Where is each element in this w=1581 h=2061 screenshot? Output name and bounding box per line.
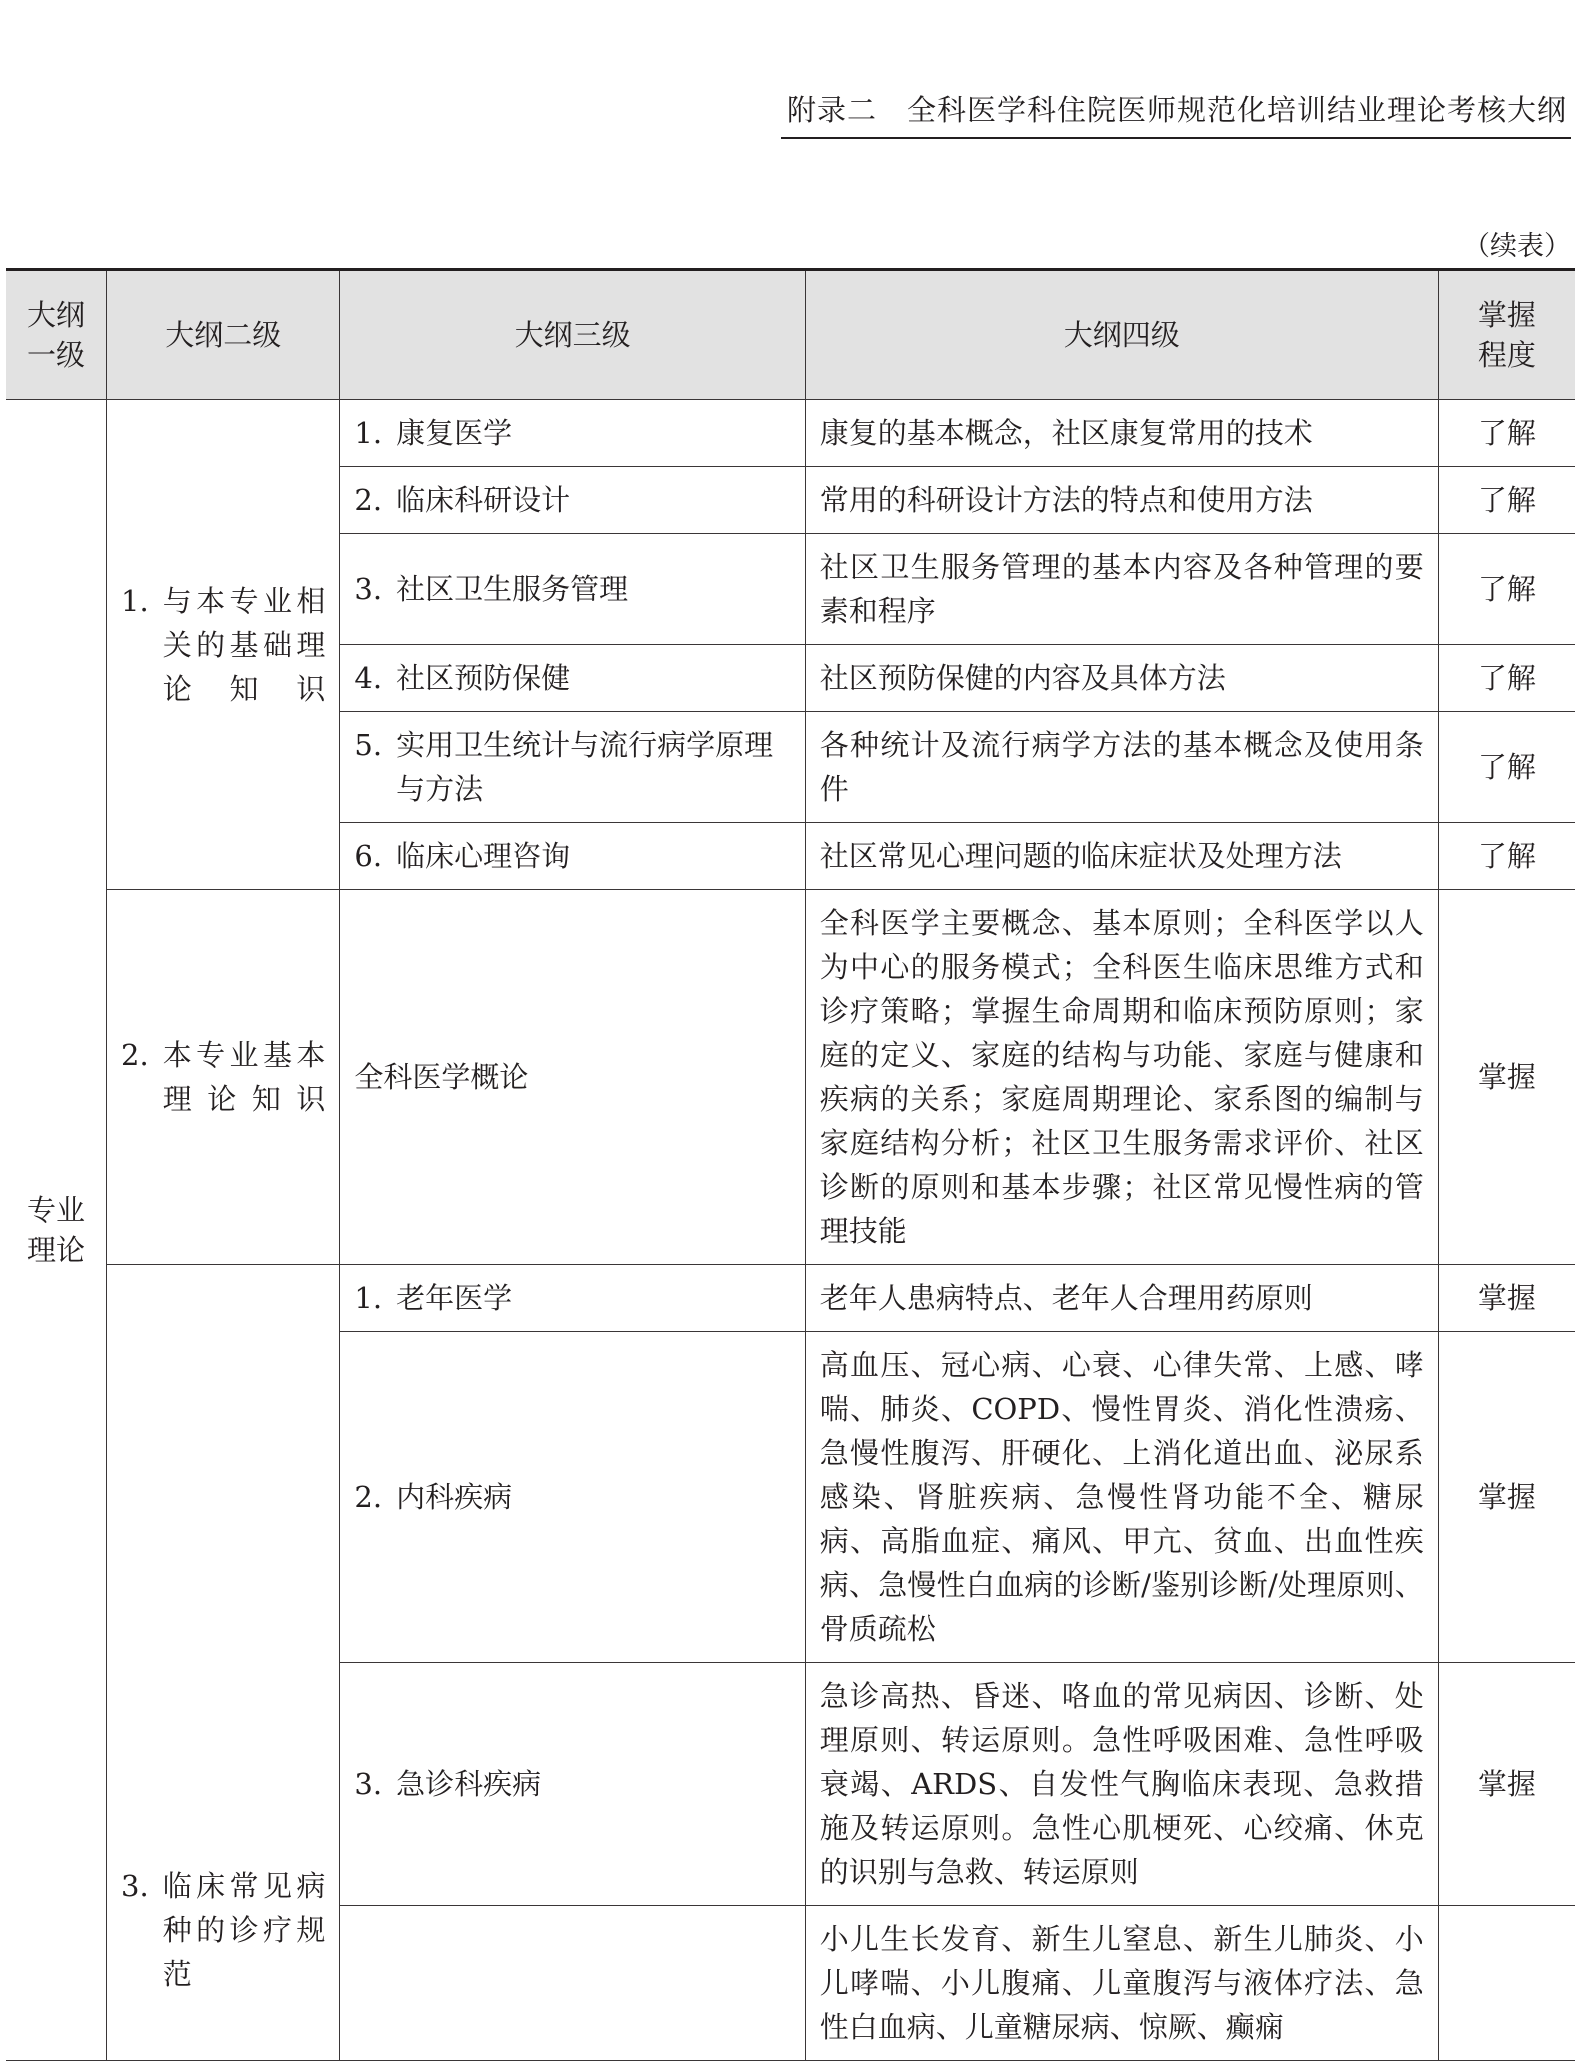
level2-label: 临床常见病种的诊疗规范 [162, 1869, 326, 1991]
mastery-cell: 了解 [1438, 712, 1575, 823]
mastery-cell: 了解 [1438, 534, 1575, 645]
level4-cell: 全科医学主要概念、基本原则；全科医学以人为中心的服务模式；全科医生临床思维方式和诊疗策略；掌握生命周期和临床预防原则；家庭的定义、家庭的结构与功能、家庭与健康和疾病的关系；家庭周期理论、家系图的编制与家庭结构分析；社区卫生服务需求评价、社区诊断的原则和基本步骤；社区常见慢性病的管理技能 [805, 890, 1438, 1265]
level3-cell [340, 534, 805, 645]
level3-cell: 全科医学概论 [340, 890, 805, 1265]
level1-line2: 理论 [27, 1233, 86, 1267]
table-header-row [6, 270, 1575, 400]
level3-label: 社区预防保健 [396, 661, 571, 695]
header-level1 [6, 270, 107, 400]
header-level4: 大纲四级 [805, 270, 1438, 400]
mastery-cell: 掌握 [1438, 1663, 1575, 1906]
level3-label: 临床心理咨询 [396, 839, 571, 873]
outline-table [6, 268, 1575, 2061]
header-mastery-line1: 掌握 [1477, 298, 1536, 332]
level3-number: 1. [354, 416, 383, 450]
header-level3: 大纲三级 [340, 270, 805, 400]
level3-cell [340, 712, 805, 823]
mastery-cell [1438, 1906, 1575, 2061]
mastery-cell: 了解 [1438, 400, 1575, 467]
mastery-cell: 掌握 [1438, 1332, 1575, 1663]
level2-label: 本专业基本理论知识 [162, 1038, 326, 1116]
level3-cell [340, 645, 805, 712]
level4-cell: 各种统计及流行病学方法的基本概念及使用条件 [805, 712, 1438, 823]
level4-cell: 社区常见心理问题的临床症状及处理方法 [805, 823, 1438, 890]
level3-label: 临床科研设计 [396, 483, 571, 517]
header-mastery-line2: 程度 [1477, 338, 1536, 372]
level2-label: 与本专业相关的基础理论知识 [162, 583, 326, 706]
level3-cell [340, 1265, 805, 1332]
level3-cell [340, 1663, 805, 1906]
level3-cell [340, 467, 805, 534]
level3-cell [340, 823, 805, 890]
level3-number: 6. [354, 839, 383, 873]
level4-cell: 高血压、冠心病、心衰、心律失常、上感、哮喘、肺炎、COPD、慢性胃炎、消化性溃疡、急慢性腹泻、肝硬化、上消化道出血、泌尿系感染、肾脏疾病、急慢性肾功能不全、糖尿病、高脂血症、痛风、甲亢、贫血、出血性疾病、急慢性白血病的诊断/鉴别诊断/处理原则、骨质疏松 [805, 1332, 1438, 1663]
header-level1-line2: 一级 [27, 338, 86, 372]
mastery-cell: 掌握 [1438, 890, 1575, 1265]
level4-cell: 小儿生长发育、新生儿窒息、新生儿肺炎、小儿哮喘、小儿腹痛、儿童腹泻与液体疗法、急性白血病、儿童糖尿病、惊厥、癫痫 [805, 1906, 1438, 2061]
header-mastery [1438, 270, 1575, 400]
level4-cell: 社区卫生服务管理的基本内容及各种管理的要素和程序 [805, 534, 1438, 645]
level3-number: 5. [354, 728, 383, 762]
level2-number: 2. [121, 1038, 149, 1072]
mastery-cell: 了解 [1438, 467, 1575, 534]
level1-cell [6, 400, 107, 2061]
header-level1-line1: 大纲 [27, 298, 86, 332]
level3-number: 2. [354, 483, 383, 517]
level1-line1: 专业 [27, 1193, 86, 1227]
running-header: 附录二 全科医学科住院医师规范化培训结业理论考核大纲 [781, 88, 1571, 139]
level3-label: 老年医学 [396, 1281, 513, 1315]
level3-label: 实用卫生统计与流行病学原理与方法 [396, 728, 774, 806]
mastery-cell: 了解 [1438, 645, 1575, 712]
table-row [6, 400, 1575, 467]
level3-label: 急诊科疾病 [396, 1767, 542, 1801]
level3-number: 3. [354, 572, 383, 606]
level4-cell: 社区预防保健的内容及具体方法 [805, 645, 1438, 712]
mastery-cell: 了解 [1438, 823, 1575, 890]
level3-cell [340, 1332, 805, 1663]
level3-number: 3. [354, 1767, 383, 1801]
level2-cell-2 [107, 890, 340, 1265]
level4-cell: 急诊高热、昏迷、咯血的常见病因、诊断、处理原则、转运原则。急性呼吸困难、急性呼吸衰竭、ARDS、自发性气胸临床表现、急救措施及转运原则。急性心肌梗死、心绞痛、休克的识别与急救、转运原则 [805, 1663, 1438, 1906]
level3-cell [340, 1906, 805, 2061]
level3-label: 康复医学 [396, 416, 513, 450]
level2-cell-3 [107, 1265, 340, 2061]
table-row [6, 890, 1575, 1265]
level2-number: 3. [121, 1869, 149, 1903]
level3-label: 内科疾病 [396, 1480, 513, 1514]
level3-number: 2. [354, 1480, 383, 1514]
level3-cell [340, 400, 805, 467]
level2-cell-1 [107, 400, 340, 890]
mastery-cell: 掌握 [1438, 1265, 1575, 1332]
level3-label: 社区卫生服务管理 [396, 572, 629, 606]
level3-number: 1. [354, 1281, 383, 1315]
level3-number: 4. [354, 661, 383, 695]
level4-cell: 老年人患病特点、老年人合理用药原则 [805, 1265, 1438, 1332]
table-row [6, 1265, 1575, 1332]
level2-number: 1. [121, 583, 149, 618]
header-level2: 大纲二级 [107, 270, 340, 400]
level4-cell: 康复的基本概念，社区康复常用的技术 [805, 400, 1438, 467]
continued-label: （续表） [1463, 231, 1571, 262]
level4-cell: 常用的科研设计方法的特点和使用方法 [805, 467, 1438, 534]
